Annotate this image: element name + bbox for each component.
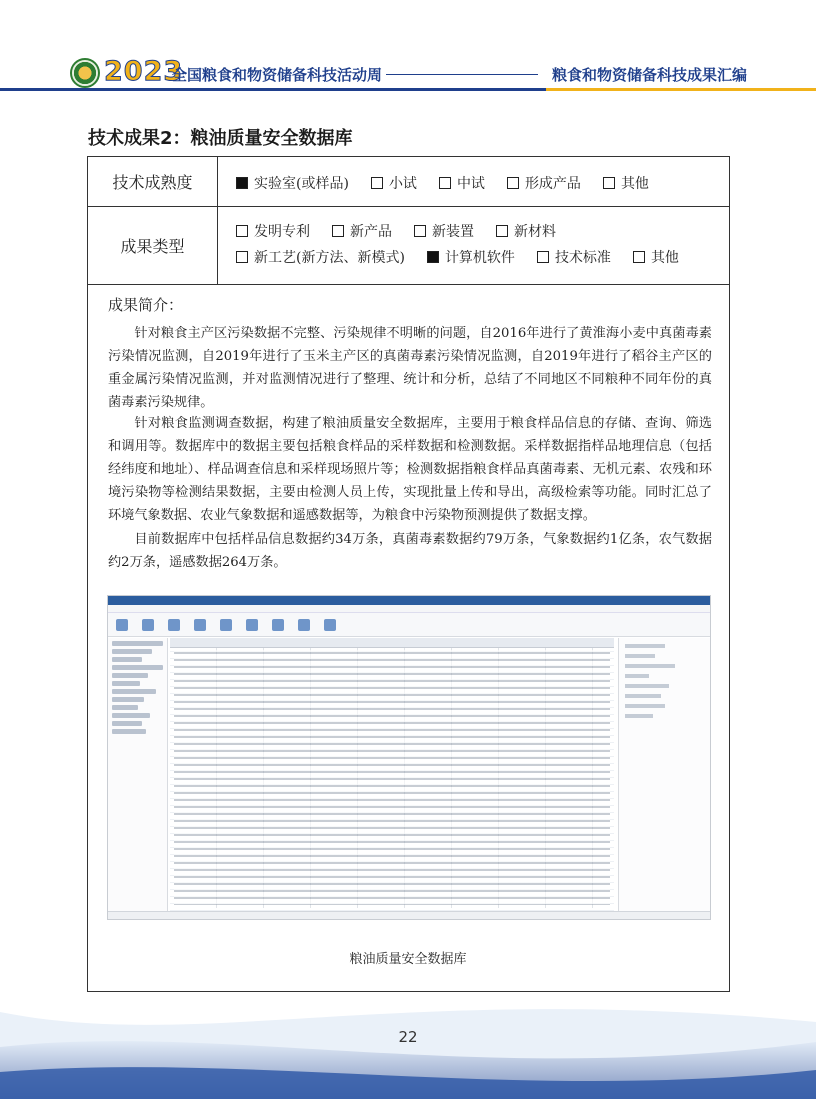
checkbox-icon	[414, 225, 426, 237]
result-type-option[interactable]: 其他	[633, 247, 679, 267]
checkbox-icon	[236, 225, 248, 237]
maturity-label: 技术成熟度	[88, 157, 218, 206]
header-bar-blue	[0, 88, 546, 91]
result-type-option[interactable]: 技术标准	[537, 247, 611, 267]
checkbox-icon	[537, 251, 549, 263]
page-number: 22	[398, 1028, 418, 1046]
checkbox-icon	[496, 225, 508, 237]
page-header	[0, 54, 816, 94]
toolbar-icon	[246, 619, 258, 631]
maturity-option[interactable]: 形成产品	[507, 173, 581, 193]
toolbar-icon	[142, 619, 154, 631]
screenshot-toolbar	[108, 613, 710, 637]
checkbox-icon	[507, 177, 519, 189]
result-type-options-row2	[236, 247, 701, 267]
checkbox-icon	[236, 251, 248, 263]
intro-heading: 成果简介：	[108, 296, 184, 314]
result-type-option[interactable]: 新材料	[496, 221, 556, 241]
figure-caption: 粮油质量安全数据库	[349, 952, 467, 967]
maturity-option[interactable]: 实验室(或样品)	[236, 173, 349, 193]
checkbox-checked-icon	[236, 177, 248, 189]
screenshot-grid-rows	[174, 650, 610, 905]
toolbar-icon	[220, 619, 232, 631]
checkbox-checked-icon	[427, 251, 439, 263]
toolbar-icon	[298, 619, 310, 631]
checkbox-icon	[603, 177, 615, 189]
logo-icon	[70, 58, 100, 88]
maturity-option[interactable]: 中试	[439, 173, 485, 193]
result-type-option[interactable]: 新工艺(新方法、新模式)	[236, 247, 405, 267]
intro-paragraph-2: 针对粮食监测调查数据，构建了粮油质量安全数据库，主要用于粮食样品信息的存储、查询、筛选和调用等。数据库中的数据主要包括粮食样品的采样数据和检测数据。采样数据指样品地理信息（包括经纬度和地址）、样品调查信息和采样现场照片等；检测数据指粮食样品真菌毒素、无机元素、农残和环境污染物等检测结果数据，主要由检测人员上传，实现批量上传和导出，高级检索等功能。同时汇总了环境气象数据、农业气象数据和遥感数据等，为粮食中污染物预测提供了数据支撑。	[108, 416, 712, 523]
header-divider	[386, 74, 538, 75]
header-bar-gold	[546, 88, 816, 91]
screenshot-grid-header	[170, 638, 614, 648]
result-type-option[interactable]: 计算机软件	[427, 247, 515, 267]
toolbar-icon	[272, 619, 284, 631]
checkbox-icon	[633, 251, 645, 263]
section-title: 技术成果2：粮油质量安全数据库	[88, 128, 353, 149]
result-type-option[interactable]: 新产品	[332, 221, 392, 241]
maturity-option[interactable]: 其他	[603, 173, 649, 193]
result-type-option[interactable]: 新装置	[414, 221, 474, 241]
result-type-option[interactable]: 发明专利	[236, 221, 310, 241]
result-type-options-row1	[236, 221, 578, 241]
result-type-label: 成果类型	[88, 207, 218, 284]
screenshot-data-grid	[170, 638, 614, 913]
maturity-options	[236, 173, 671, 193]
screenshot-titlebar	[108, 596, 710, 605]
checkbox-icon	[439, 177, 451, 189]
toolbar-icon	[168, 619, 180, 631]
maturity-row	[88, 157, 729, 207]
screenshot-info-panel	[618, 638, 711, 913]
header-year: 2023	[104, 56, 184, 87]
toolbar-icon	[324, 619, 336, 631]
intro-paragraph-3: 目前数据库中包括样品信息数据约34万条，真菌毒素数据约79万条，气象数据约1亿条，农气数据约2万条，遥感数据264万条。	[108, 532, 712, 570]
toolbar-icon	[116, 619, 128, 631]
intro-paragraph-1: 针对粮食主产区污染数据不完整、污染规律不明晰的问题，自2016年进行了黄淮海小麦中真菌毒素污染情况监测，自2019年进行了玉米主产区的真菌毒素污染情况监测，自2019年进行了稻谷主产区的重金属污染情况监测，并对监测情况进行了整理、统计和分析，总结了不同地区不同粮种不同年份的真菌毒素污染规律。	[108, 326, 712, 410]
checkbox-icon	[371, 177, 383, 189]
maturity-option[interactable]: 小试	[371, 173, 417, 193]
checkbox-icon	[332, 225, 344, 237]
screenshot-object-tree	[108, 638, 168, 913]
header-title: 全国粮食和物资储备科技活动周	[172, 66, 383, 84]
screenshot-statusbar	[108, 911, 711, 919]
result-type-row	[88, 207, 729, 285]
header-series-title: 粮食和物资储备科技成果汇编	[552, 66, 748, 84]
screenshot-menubar	[108, 605, 710, 613]
screenshot-body	[108, 638, 711, 913]
toolbar-icon	[194, 619, 206, 631]
database-screenshot	[107, 595, 711, 920]
